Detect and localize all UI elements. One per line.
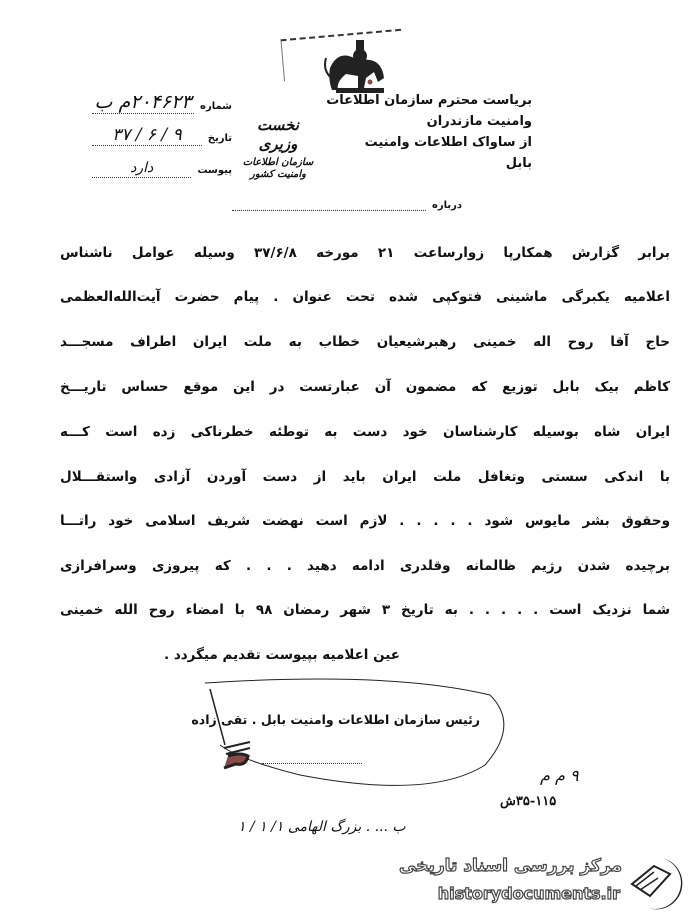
addressee-block	[324, 86, 532, 174]
ministry-stamp	[232, 86, 324, 182]
watermark-url: historydocuments.ir	[437, 884, 620, 903]
signature-dotted-line	[262, 763, 362, 764]
body-line: اعلامیه یکبرگی ماشینی فتوکپی شده تحت عنوان . پیام حضرت آیت‌الله‌العظمی	[60, 289, 670, 305]
signature-title: رئیس سازمان اطلاعات وامنیت بابل . تقی زاده	[191, 712, 480, 727]
body-line: برچیده شدن رژیم ظالمانه وقلدری ادامه دهید . . . که پیروزی وسرافرازی	[60, 558, 670, 574]
stamp-line-1: نخست وزیری	[257, 116, 299, 153]
number-value: ۲۰۴۶۲۳م ب	[94, 91, 192, 113]
subject-label: درباره	[431, 200, 462, 211]
number-dotted-line	[92, 89, 194, 114]
addressee-line-2: وامنیت مازندران	[426, 114, 532, 129]
date-dotted-line	[92, 121, 202, 146]
attachment-label: پیوست	[197, 165, 232, 176]
letter-header	[92, 86, 532, 182]
date-row	[92, 120, 232, 146]
header-meta-column	[92, 86, 232, 178]
addressee-line-1: بریاست محترم سازمان اطلاعات	[326, 93, 532, 108]
body-line: با اندکی سستی وتغافل ملت ایران باید از دست آوردن آزادی واستقـــلال	[60, 469, 670, 485]
date-value: ۹ / ۶ / ۳۷	[112, 125, 182, 145]
date-label: تاریخ	[207, 133, 232, 144]
body-line: عین اعلامیه بپیوست تقدیم میگردد .	[164, 647, 400, 663]
signature-scribble-icon	[220, 740, 254, 770]
handwritten-initials: ۹ م م	[540, 766, 579, 785]
number-label: شماره	[200, 101, 232, 112]
from-line: از ساواک اطلاعات وامنیت	[364, 135, 532, 150]
body-line: شما نزدیک است . . . . . به تاریخ ۳ شهر رمضان ۹۸ با امضاء روح الله خمینی	[60, 602, 670, 618]
archive-code: ۳۵-۱۱۵ش	[500, 794, 557, 809]
body-line: ایران شاه بوسیله کارشناسان خود دست به توطئه خطرناکی زده است کـــه	[60, 424, 670, 440]
attachment-row	[92, 152, 232, 178]
stamp-line-2: سازمان اطلاعات وامنیت کشور	[242, 156, 314, 180]
body-line: برابر گزارش همکارپا زوارساعت ۲۱ مورخه ۳۷/۶/۸ وسیله عوامل ناشناس	[60, 245, 670, 261]
number-row	[92, 88, 232, 114]
body-line: حاج آقا روح اله خمینی رهبرشیعیان خطاب به ملت ایران اطراف مسجـــد	[60, 334, 670, 350]
body-line: وحقوق بشر مایوس شود . . . . . لازم است نهضت شریف اسلامی خود راتـــا	[60, 513, 670, 529]
history-documents-logo-icon	[628, 856, 688, 912]
subject-row	[232, 200, 462, 211]
subject-dotted-line	[232, 200, 426, 211]
attachment-value: دارد	[130, 160, 154, 176]
from-city: بابل	[505, 156, 532, 171]
attachment-dotted-line	[92, 153, 191, 178]
body-line: کاظم بیک بابل توزیع که مضمون آن عبارتست در این موقع حساس تاریـــخ	[60, 379, 670, 395]
watermark-title: مرکز بررسی اسناد تاریخی	[399, 856, 622, 876]
handwritten-note: ب ... . بزرگ الهامی ۱/ ۱ / ۱	[238, 819, 406, 835]
